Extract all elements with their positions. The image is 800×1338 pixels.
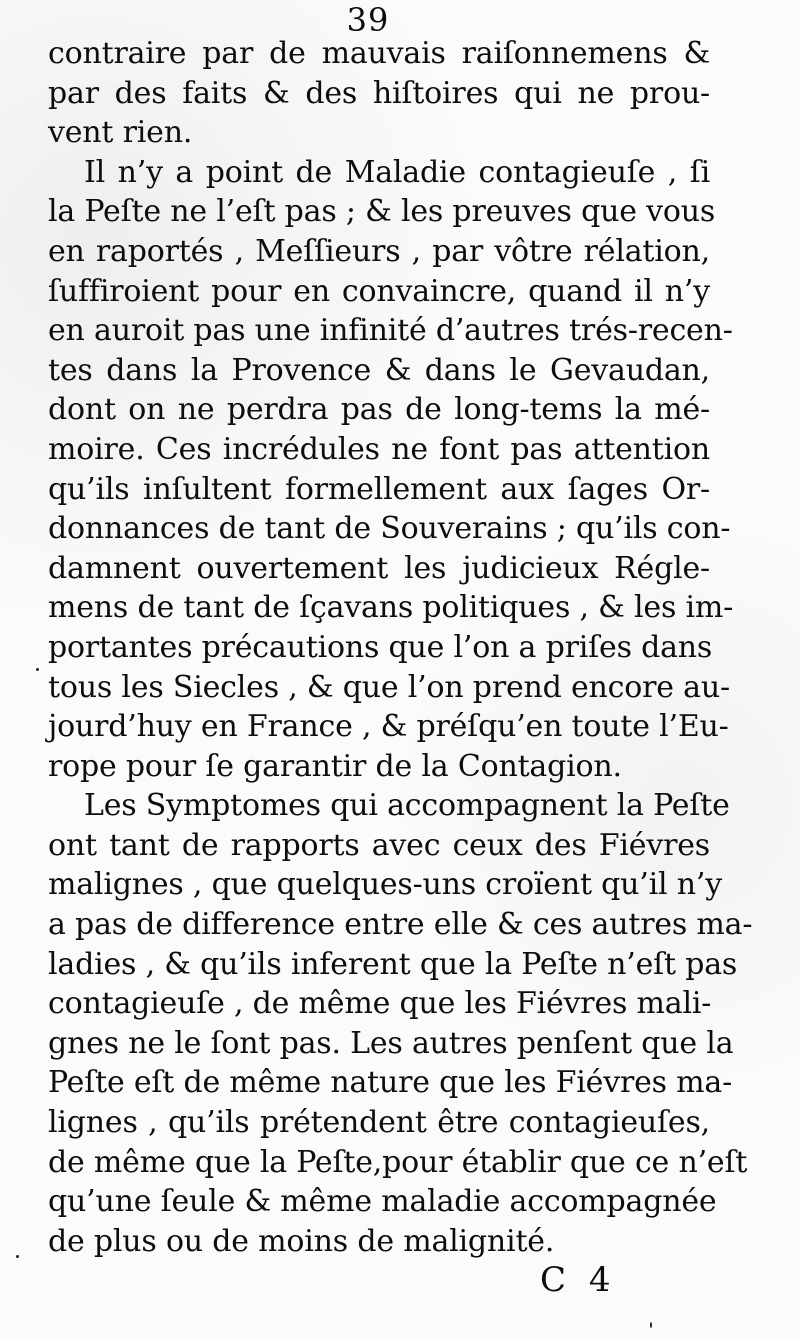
text-line: donnances de tant de Souverains ; qu’ils con- xyxy=(48,511,731,547)
text-line: a pas de difference entre elle & ces autres ma- xyxy=(48,907,753,943)
text-line: en raportés , Meſſieurs , par vôtre rélation, xyxy=(48,233,710,269)
text-line: malignes , que quelques-uns croïent qu’il n’y xyxy=(48,867,722,903)
text-line: contraire par de mauvais raiſonnemens & xyxy=(48,36,710,71)
text-line: jourd’huy en France , & préſqu’en toute l’Eu- xyxy=(48,709,729,745)
page-number: 39 xyxy=(346,1,390,39)
text-line: mens de tant de ſçavans politiques , & les im- xyxy=(48,590,734,626)
text-line: Peſte eſt de même nature que les Fiévres ma- xyxy=(48,1065,733,1101)
text-line: vent rien. xyxy=(48,115,193,151)
ink-speck xyxy=(36,668,39,671)
text-line: de plus ou de moins de malignité. xyxy=(48,1223,555,1259)
text-line: ladies , & qu’ils inferent que la Peſte n’eſt pas xyxy=(48,946,738,982)
text-line: qu’ils inſultent formellement aux ſages Or- xyxy=(48,471,710,507)
text-line: ſuffiroient pour en convaincre, quand il n’y xyxy=(48,273,710,309)
text-line: tous les Siecles , & que l’on prend encore au- xyxy=(48,669,730,705)
text-line: damnent ouvertement les judicieux Régle- xyxy=(48,550,710,586)
text-line: qu’une ſeule & même maladie accompagnée xyxy=(48,1184,717,1220)
body-text xyxy=(48,34,753,1261)
text-line: par des faits & des hiſtoires qui ne prou- xyxy=(48,75,710,111)
text-line: dont on ne perdra pas de long-tems la mé- xyxy=(48,392,710,428)
text-line: tes dans la Provence & dans le Gevaudan, xyxy=(48,352,710,388)
text-line: en auroit pas une infinité d’autres trés-recen- xyxy=(48,313,733,349)
text-line: rope pour ſe garantir de la Contagion. xyxy=(48,748,622,784)
text-line: portantes précautions que l’on a priſes dans xyxy=(48,629,713,665)
ink-speck xyxy=(16,1255,19,1258)
text-line: ont tant de rapports avec ceux des Fiévres xyxy=(48,827,710,863)
text-line: moire. Ces incrédules ne font pas attention xyxy=(48,431,710,467)
text-line: lignes , qu’ils prétendent être contagieuſes, xyxy=(48,1105,710,1141)
ink-speck xyxy=(650,1322,652,1328)
text-line: Il n’y a point de Maladie contagieuſe , ſi xyxy=(84,154,710,190)
signature-mark: C 4 xyxy=(540,1260,617,1300)
text-line: de même que la Peſte,pour établir que ce n’eſt xyxy=(48,1144,748,1180)
text-line: gnes ne le ſont pas. Les autres penſent que la xyxy=(48,1025,734,1061)
text-line: la Peſte ne l’eſt pas ; & les preuves que vous xyxy=(48,194,716,230)
text-line: Les Symptomes qui accompagnent la Peſte xyxy=(84,788,730,824)
text-line: contagieuſe , de même que les Fiévres mali- xyxy=(48,986,712,1022)
